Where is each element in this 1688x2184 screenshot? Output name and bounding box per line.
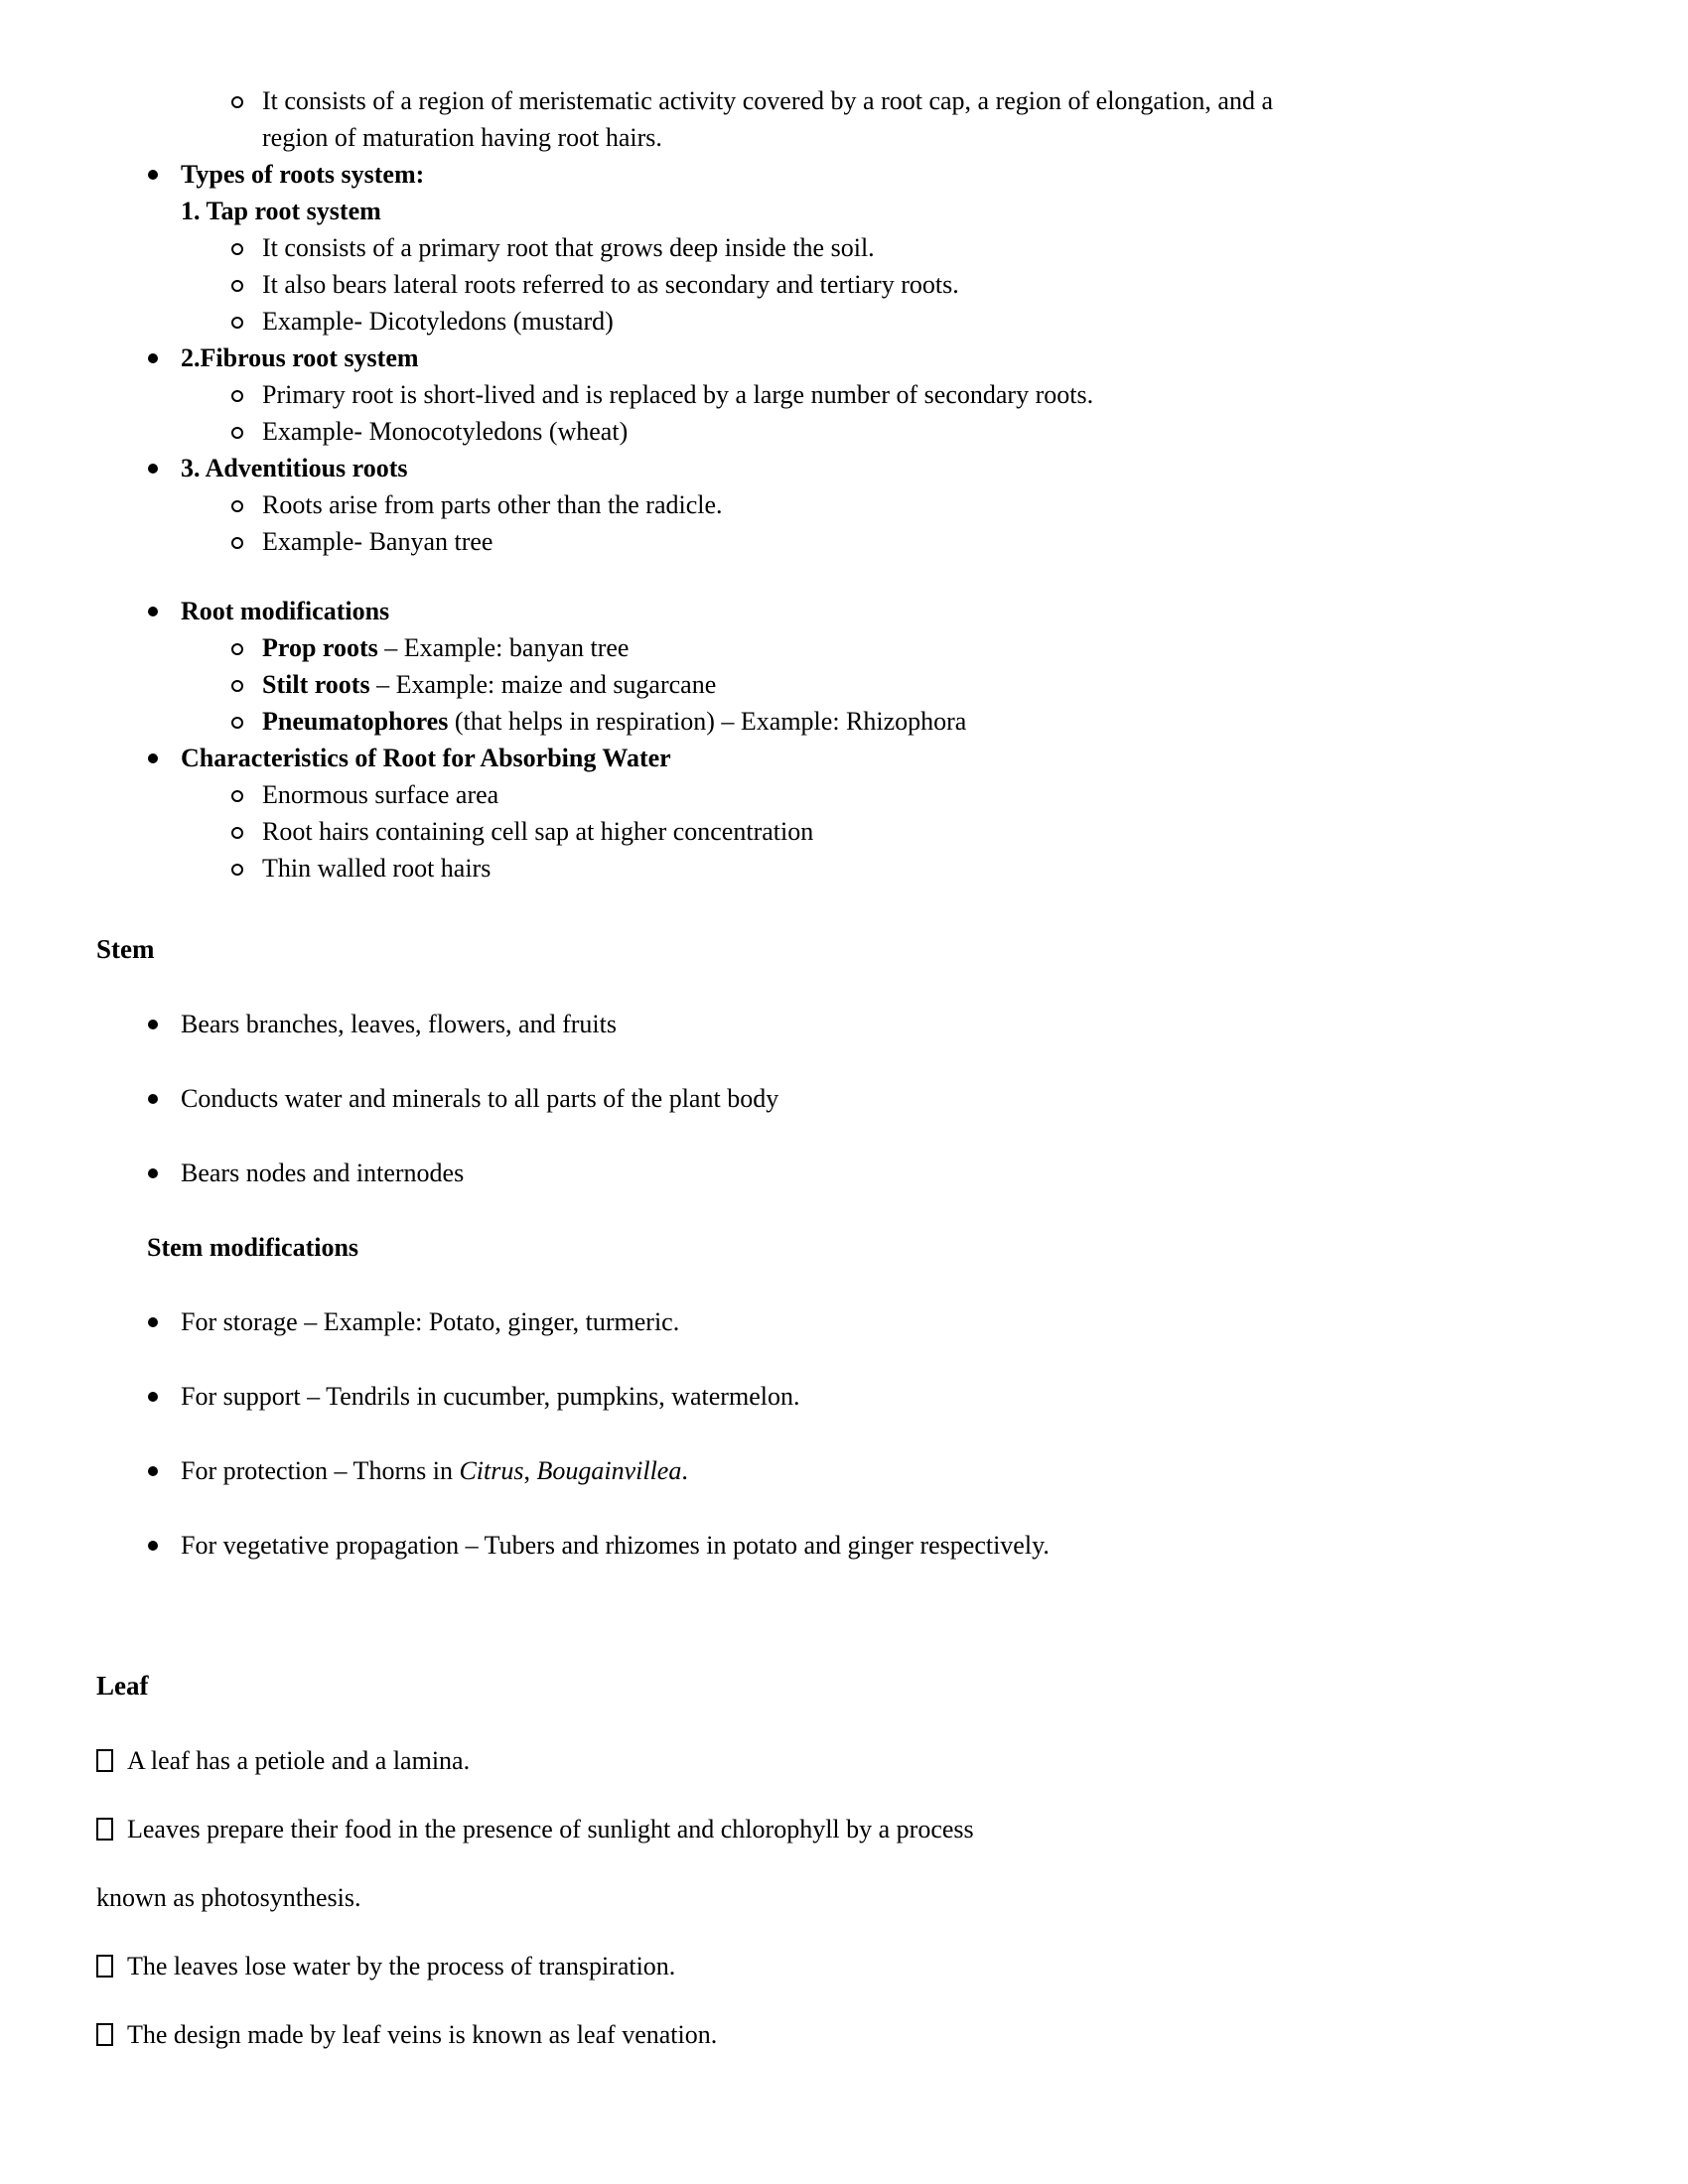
stem-modification-item-support — [0, 1378, 1688, 1415]
stem-modification-item-vegetative — [0, 1527, 1688, 1564]
bullet-circle-icon — [231, 243, 243, 255]
root-characteristic-item — [0, 813, 1688, 850]
heading-text: 1. Tap root system — [181, 197, 381, 225]
leaf-item-transpiration — [0, 1948, 1688, 1984]
heading-text: 3. Adventitious roots — [181, 454, 408, 482]
fibrous-root-item — [0, 413, 1688, 450]
leaf-heading — [0, 1668, 1688, 1705]
item-text: For support – Tendrils in cucumber, pumpkins, watermelon. — [181, 1382, 800, 1411]
stem-heading — [0, 931, 1688, 968]
heading-text: Leaf — [96, 1671, 149, 1701]
item-text: It consists of a region of meristematic activity covered by a root cap, a region of elongation, and a — [262, 86, 1273, 115]
heading-text: Stem — [96, 934, 155, 964]
bullet-circle-icon — [231, 500, 243, 512]
bullet-dot-icon — [148, 464, 158, 474]
stem-item — [0, 1006, 1688, 1042]
bullet-circle-icon — [231, 96, 243, 108]
stem-item — [0, 1155, 1688, 1191]
root-modification-item — [0, 703, 1688, 740]
stem-item — [0, 1080, 1688, 1117]
item-text: known as photosynthesis. — [96, 1883, 361, 1912]
item-text-italic: Citrus — [459, 1456, 524, 1485]
item-text: The design made by leaf veins is known as leaf venation. — [127, 2020, 718, 2049]
item-text: Bears nodes and internodes — [181, 1159, 465, 1187]
tap-root-item — [0, 229, 1688, 266]
bullet-dot-icon — [148, 753, 158, 763]
item-text: Root hairs containing cell sap at higher concentration — [262, 817, 814, 846]
item-text: For storage – Example: Potato, ginger, turmeric. — [181, 1307, 680, 1336]
bullet-dot-icon — [148, 1541, 158, 1551]
stem-modification-item-storage — [0, 1303, 1688, 1340]
tap-root-item — [0, 303, 1688, 340]
leaf-item-venation — [0, 2016, 1688, 2053]
root-modification-item — [0, 629, 1688, 666]
item-text: Example- Banyan tree — [262, 527, 493, 556]
root-characteristics-heading — [0, 740, 1688, 776]
bullet-dot-icon — [148, 1466, 158, 1476]
heading-text: Root modifications — [181, 597, 390, 625]
root-modifications-heading — [0, 593, 1688, 629]
item-text: The leaves lose water by the process of transpiration. — [127, 1952, 676, 1980]
tap-root-item — [0, 266, 1688, 303]
bullet-circle-icon — [231, 643, 243, 655]
item-text: Enormous surface area — [262, 780, 499, 809]
empty-checkbox-icon — [96, 2023, 113, 2046]
empty-checkbox-icon — [96, 1749, 113, 1772]
item-text-separator: , — [523, 1456, 537, 1485]
adventitious-roots-heading — [0, 450, 1688, 486]
stem-modifications-heading — [0, 1229, 1688, 1266]
bullet-circle-icon — [231, 790, 243, 802]
heading-text: 2.Fibrous root system — [181, 343, 419, 372]
item-text: (that helps in respiration) – Example: Rhizophora — [448, 707, 967, 736]
bullet-dot-icon — [148, 170, 158, 180]
bullet-circle-icon — [231, 390, 243, 402]
item-text: Roots arise from parts other than the radicle. — [262, 490, 723, 519]
root-characteristic-item — [0, 776, 1688, 813]
leaf-item-petiole — [0, 1742, 1688, 1779]
heading-text: Characteristics of Root for Absorbing Water — [181, 744, 671, 772]
adventitious-roots-item — [0, 523, 1688, 560]
bullet-dot-icon — [148, 1168, 158, 1178]
tap-root-heading — [0, 193, 1688, 229]
bullet-dot-icon — [148, 1392, 158, 1402]
bullet-dot-icon — [148, 1094, 158, 1104]
heading-text: Stem modifications — [147, 1233, 359, 1262]
bullet-circle-icon — [231, 280, 243, 292]
bullet-circle-icon — [231, 864, 243, 876]
meristem-item — [0, 82, 1688, 119]
heading-text: Types of roots system: — [181, 160, 425, 189]
item-text: A leaf has a petiole and a lamina. — [127, 1746, 471, 1775]
item-text: region of maturation having root hairs. — [262, 123, 662, 152]
adventitious-roots-item — [0, 486, 1688, 523]
empty-checkbox-icon — [96, 1955, 113, 1978]
item-text-italic: Bougainvillea — [536, 1456, 682, 1485]
leaf-item-photosynthesis — [0, 1811, 1688, 1847]
item-text: – Example: banyan tree — [377, 633, 630, 662]
root-characteristic-item — [0, 850, 1688, 887]
item-text: Example- Monocotyledons (wheat) — [262, 417, 629, 446]
item-text: It consists of a primary root that grows deep inside the soil. — [262, 233, 875, 262]
item-text: For vegetative propagation – Tubers and rhizomes in potato and ginger respectively. — [181, 1531, 1050, 1560]
fibrous-root-item — [0, 376, 1688, 413]
bullet-dot-icon — [148, 607, 158, 616]
bullet-circle-icon — [231, 680, 243, 692]
item-text: – Example: maize and sugarcane — [369, 670, 717, 699]
item-term: Prop roots — [262, 633, 378, 662]
item-text: Bears branches, leaves, flowers, and fruits — [181, 1010, 617, 1038]
bullet-dot-icon — [148, 1317, 158, 1327]
item-text: Conducts water and minerals to all parts of the plant body — [181, 1084, 779, 1113]
item-text: Leaves prepare their food in the presence of sunlight and chlorophyll by a process — [127, 1815, 974, 1843]
bullet-circle-icon — [231, 827, 243, 839]
empty-checkbox-icon — [96, 1818, 113, 1841]
bullet-circle-icon — [231, 427, 243, 439]
item-text: Thin walled root hairs — [262, 854, 492, 883]
item-text: Primary root is short-lived and is replaced by a large number of secondary roots. — [262, 380, 1094, 409]
item-text-suffix: . — [681, 1456, 688, 1485]
stem-modification-item-protection — [0, 1452, 1688, 1489]
item-text-prefix: For protection – Thorns in — [181, 1456, 460, 1485]
meristem-item-continuation — [0, 119, 1688, 156]
bullet-circle-icon — [231, 717, 243, 729]
leaf-item-photosynthesis-continuation — [0, 1879, 1688, 1916]
fibrous-root-heading — [0, 340, 1688, 376]
item-text: It also bears lateral roots referred to as secondary and tertiary roots. — [262, 270, 959, 299]
bullet-circle-icon — [231, 317, 243, 329]
bullet-dot-icon — [148, 353, 158, 363]
item-text: Example- Dicotyledons (mustard) — [262, 307, 614, 336]
bullet-circle-icon — [231, 537, 243, 549]
item-term: Stilt roots — [262, 670, 370, 699]
types-of-roots-heading — [0, 156, 1688, 193]
bullet-dot-icon — [148, 1020, 158, 1029]
item-term: Pneumatophores — [262, 707, 449, 736]
root-modification-item — [0, 666, 1688, 703]
